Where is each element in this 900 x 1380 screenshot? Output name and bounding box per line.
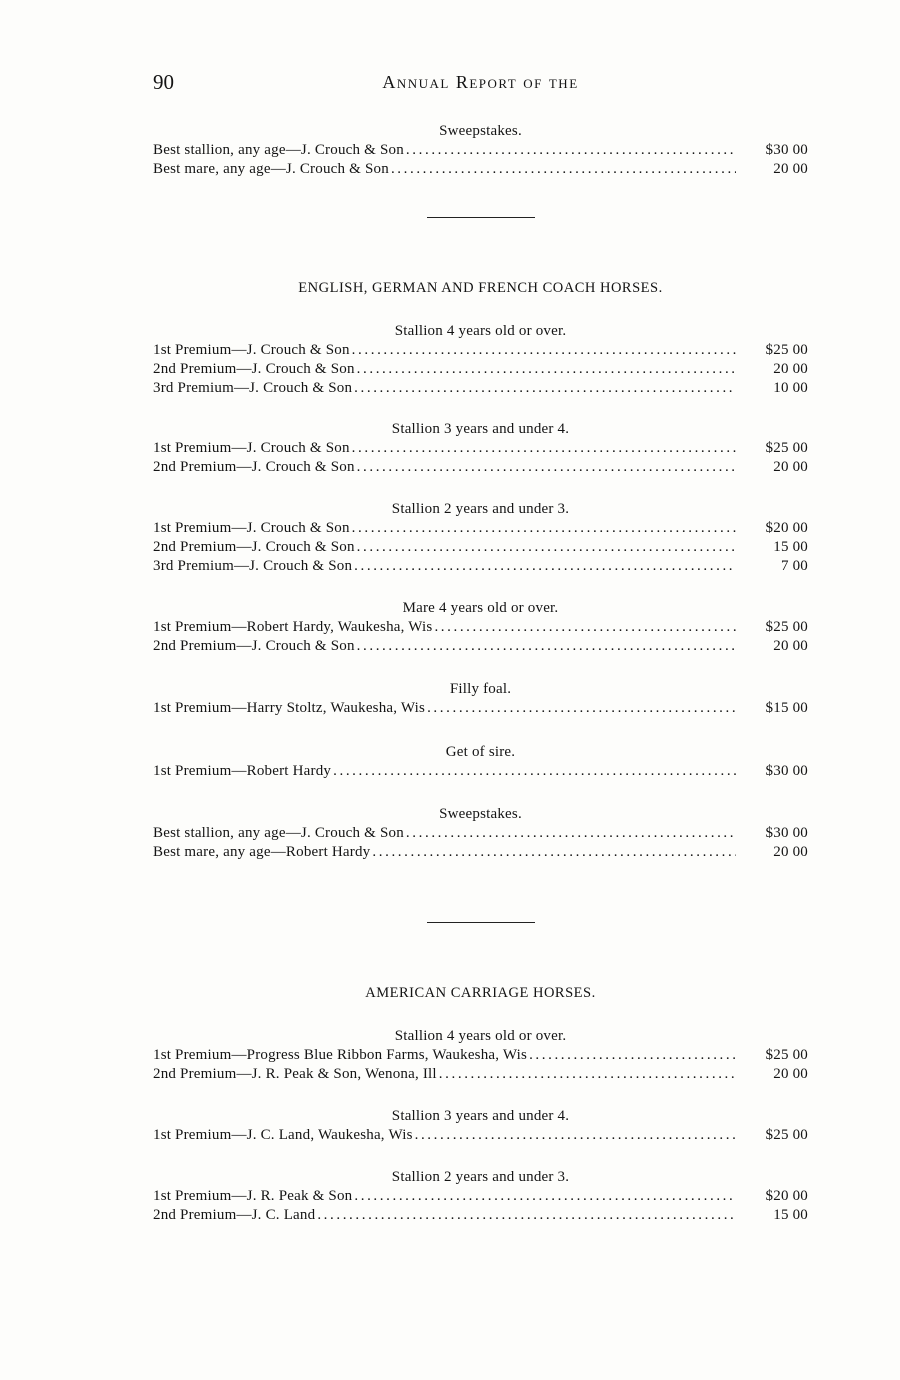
premium-row (153, 618, 808, 637)
premium-row (153, 379, 808, 398)
dot-leader (427, 699, 736, 718)
premium-row (153, 1187, 808, 1206)
premium-recipient: 1st Premium—J. Crouch & Son (153, 520, 350, 536)
premium-class (153, 322, 808, 398)
premium-class (153, 122, 808, 179)
dot-leader (406, 824, 736, 843)
premium-recipient: Best mare, any age—Robert Hardy (153, 844, 371, 860)
premium-recipient: 2nd Premium—J. C. Land (153, 1207, 316, 1223)
premium-row (153, 341, 808, 360)
section-2 (153, 922, 808, 1225)
premium-recipient: 1st Premium—Robert Hardy (153, 763, 332, 779)
dot-leader (357, 637, 736, 656)
premium-recipient: Best mare, any age—J. Crouch & Son (153, 161, 389, 177)
premium-row (153, 699, 808, 718)
class-heading: Get of sire. (445, 744, 516, 760)
premium-recipient: 1st Premium—J. R. Peak & Son (153, 1188, 353, 1204)
class-heading: Mare 4 years old or over. (402, 600, 559, 616)
premium-row (153, 1046, 808, 1065)
class-heading: Sweepstakes. (439, 806, 522, 822)
premium-class (153, 1168, 808, 1225)
premium-recipient: 1st Premium—Progress Blue Ribbon Farms, Waukesha, Wis (153, 1047, 528, 1063)
premium-amount: $15 00 (765, 700, 808, 716)
premium-amount: $20 00 (765, 1188, 808, 1204)
class-heading: Stallion 3 years and under 4. (391, 1108, 570, 1124)
premium-row (153, 762, 808, 781)
premium-amount: 20 00 (773, 459, 808, 475)
dot-leader (434, 618, 736, 637)
premium-row (153, 843, 808, 862)
dot-leader (317, 1206, 736, 1225)
premium-recipient: 1st Premium—J. Crouch & Son (153, 440, 350, 456)
class-heading: Stallion 4 years old or over. (394, 1028, 567, 1044)
premium-row (153, 1065, 808, 1084)
class-heading: Filly foal. (449, 681, 512, 697)
premium-row (153, 1126, 808, 1145)
premium-amount: 15 00 (773, 539, 808, 555)
premium-amount: $30 00 (765, 142, 808, 158)
section-divider (427, 217, 535, 218)
premium-row (153, 637, 808, 656)
dot-leader (354, 1187, 736, 1206)
premium-amount: 20 00 (773, 361, 808, 377)
premium-amount: $20 00 (765, 520, 808, 536)
premium-class (153, 599, 808, 656)
running-head: Annual Report of the (382, 72, 579, 92)
section-1 (153, 217, 808, 862)
dot-leader (352, 439, 736, 458)
premium-class (153, 1027, 808, 1084)
dot-leader (357, 458, 736, 477)
page-header (153, 70, 808, 100)
premium-recipient: 2nd Premium—J. Crouch & Son (153, 459, 355, 475)
premium-recipient: 3rd Premium—J. Crouch & Son (153, 380, 353, 396)
section-title: ENGLISH, GERMAN AND FRENCH COACH HORSES. (298, 280, 663, 296)
premium-class (153, 420, 808, 477)
premium-amount: $25 00 (765, 342, 808, 358)
premium-class (153, 680, 808, 718)
premium-class (153, 805, 808, 862)
section-title: AMERICAN CARRIAGE HORSES. (365, 985, 596, 1001)
dot-leader (352, 341, 736, 360)
premium-row (153, 538, 808, 557)
premium-class (153, 1107, 808, 1145)
page-content (153, 122, 808, 1225)
premium-row (153, 1206, 808, 1225)
premium-recipient: 2nd Premium—J. Crouch & Son (153, 638, 355, 654)
dot-leader (333, 762, 736, 781)
dot-leader (372, 843, 736, 862)
dot-leader (357, 360, 736, 379)
dot-leader (354, 379, 736, 398)
premium-amount: $30 00 (765, 825, 808, 841)
premium-amount: $25 00 (765, 619, 808, 635)
premium-recipient: 2nd Premium—J. Crouch & Son (153, 361, 355, 377)
premium-amount: 15 00 (773, 1207, 808, 1223)
premium-recipient: Best stallion, any age—J. Crouch & Son (153, 825, 404, 841)
dot-leader (391, 160, 736, 179)
premium-amount: 10 00 (773, 380, 808, 396)
class-heading: Stallion 3 years and under 4. (391, 421, 570, 437)
premium-amount: 20 00 (773, 1066, 808, 1082)
premium-row (153, 160, 808, 179)
dot-leader (354, 557, 736, 576)
premium-recipient: 2nd Premium—J. Crouch & Son (153, 539, 355, 555)
premium-row (153, 824, 808, 843)
class-heading: Stallion 2 years and under 3. (391, 501, 570, 517)
premium-row (153, 439, 808, 458)
premium-recipient: Best stallion, any age—J. Crouch & Son (153, 142, 404, 158)
dot-leader (415, 1126, 736, 1145)
premium-row (153, 519, 808, 538)
premium-amount: 20 00 (773, 161, 808, 177)
premium-recipient: 1st Premium—J. Crouch & Son (153, 342, 350, 358)
dot-leader (406, 141, 736, 160)
dot-leader (529, 1046, 736, 1065)
premium-amount: $25 00 (765, 1127, 808, 1143)
premium-amount: $25 00 (765, 1047, 808, 1063)
premium-recipient: 3rd Premium—J. Crouch & Son (153, 558, 353, 574)
premium-amount: 7 00 (780, 558, 808, 574)
page-number: 90 (153, 70, 174, 94)
section-0 (153, 122, 808, 179)
premium-row (153, 141, 808, 160)
class-heading: Stallion 4 years old or over. (394, 323, 567, 339)
premium-amount: $30 00 (765, 763, 808, 779)
premium-amount: 20 00 (773, 638, 808, 654)
dot-leader (352, 519, 736, 538)
premium-recipient: 1st Premium—Harry Stoltz, Waukesha, Wis (153, 700, 426, 716)
premium-recipient: 1st Premium—Robert Hardy, Waukesha, Wis (153, 619, 433, 635)
premium-recipient: 1st Premium—J. C. Land, Waukesha, Wis (153, 1127, 413, 1143)
section-divider (427, 922, 535, 923)
premium-class (153, 500, 808, 576)
premium-amount: 20 00 (773, 844, 808, 860)
premium-class (153, 743, 808, 781)
premium-amount: $25 00 (765, 440, 808, 456)
premium-recipient: 2nd Premium—J. R. Peak & Son, Wenona, Ill (153, 1066, 437, 1082)
premium-row (153, 557, 808, 576)
dot-leader (357, 538, 736, 557)
class-heading: Sweepstakes. (439, 123, 522, 139)
premium-row (153, 360, 808, 379)
class-heading: Stallion 2 years and under 3. (391, 1169, 570, 1185)
dot-leader (439, 1065, 736, 1084)
premium-row (153, 458, 808, 477)
